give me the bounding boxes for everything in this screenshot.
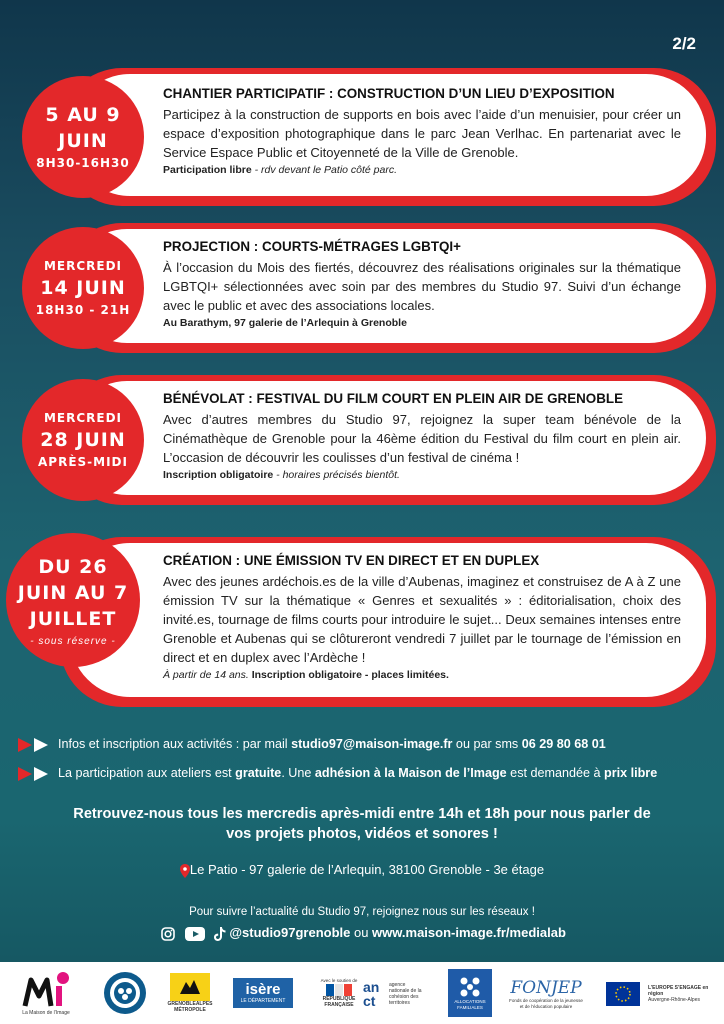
isere-logo	[232, 976, 294, 1010]
arrow-icon	[18, 738, 52, 752]
date-time: 18H30 - 21H	[35, 303, 131, 317]
event-description: À l’occasion du Mois des fiertés, découvrez des réalisations originales sur la thématique LGBTQI+ sélectionnées avec soin par des membres du Studio 97. Suivi d’un échange avec le public et avec des associations locales.	[163, 260, 681, 313]
caf-logo	[446, 968, 494, 1018]
info-text: ou par sms	[452, 737, 522, 751]
event-card	[0, 219, 724, 355]
website-link[interactable]: www.maison-image.fr/medialab	[372, 925, 566, 940]
event-date-badge	[6, 533, 140, 667]
youtube-icon[interactable]	[185, 927, 205, 941]
logo-caption	[125, 993, 126, 994]
event-text	[163, 239, 681, 329]
date-line: JUILLET	[29, 607, 117, 630]
marianne-flag-icon	[326, 984, 352, 996]
contact-email[interactable]: studio97@maison-image.fr	[291, 737, 453, 751]
info-free: gratuite	[235, 766, 282, 780]
region-title: L’EUROPE S’ENGAGE en région	[648, 985, 709, 997]
date-line: 14 JUIN	[40, 277, 126, 299]
republique-francaise-logo	[316, 966, 362, 1020]
metropole-logo	[166, 970, 214, 1016]
arrow-icon	[18, 767, 52, 781]
event-text	[163, 553, 681, 681]
fonjep-sub: Fonds de coopération de la jeunesse et de l’éducation populaire	[509, 998, 583, 1009]
event-card	[0, 371, 724, 507]
event-description: Avec des jeunes ardéchois.es de la ville d’Aubenas, imaginez et construisez de A à Z une émission TV sur la thématique « Genres et sexualités » : éditorialisation, choix des invité.es, tournage de films courts pour introduire le sujet... Deux semaines intenses entre Grenoble et Aubenas qui se clôtureront vendredi 7 juillet par le tournage de l’émission en direct et en duplex avec l’Ardèche !	[163, 574, 681, 665]
note-bold: Inscription obligatoire	[163, 469, 274, 481]
social-handle[interactable]: @studio97grenoble	[229, 925, 351, 940]
date-line: MERCREDI	[43, 259, 123, 273]
info-prix-libre: prix libre	[604, 766, 658, 780]
caf-family-icon	[458, 975, 482, 999]
address-text: Le Patio - 97 galerie de l’Arlequin, 38100 Grenoble - 3e étage	[189, 862, 545, 877]
info-text: . Une	[281, 766, 315, 780]
ville-grenoble-logo	[102, 970, 148, 1016]
date-line: DU 26	[38, 555, 108, 578]
event-text	[163, 391, 681, 481]
info-line-contact	[18, 737, 606, 752]
region-sub: Auvergne-Rhône-Alpes	[648, 997, 700, 1003]
fonjep-wordmark: FONJEP	[510, 978, 582, 998]
page-number: 2/2	[672, 34, 696, 53]
note-italic: - rdv devant le Patio côté parc.	[251, 164, 398, 176]
event-card	[0, 64, 724, 210]
event-title: BÉNÉVOLAT : FESTIVAL DU FILM COURT EN PLEIN AIR DE GRENOBLE	[163, 391, 624, 406]
isere-sub: LE DÉPARTEMENT	[240, 998, 286, 1004]
anct-logo	[362, 974, 426, 1014]
note-bold: Participation libre	[163, 164, 252, 176]
anct-sub: agence nationale de la cohésion des territoires	[389, 982, 422, 1006]
logo-caption: ALLOCATIONS FAMILIALES	[454, 999, 486, 1010]
fonjep-logo	[508, 972, 584, 1016]
event-note	[163, 469, 681, 481]
event-text	[163, 86, 681, 176]
date-line: JUIN AU 7	[17, 581, 129, 604]
event-note	[163, 164, 681, 176]
logo-caption: La Maison de l’Image	[22, 1010, 70, 1016]
headline	[0, 804, 724, 844]
date-note: - sous réserve -	[30, 635, 116, 647]
note-bold: Inscription obligatoire - places limitées.	[248, 669, 449, 681]
support-caption: Avec le soutien de	[320, 978, 358, 983]
social-links	[0, 925, 724, 941]
event-description: Avec d’autres membres du Studio 97, rejoignez la super team bénévole de la Cinémathèque de Grenoble pour la 46ème édition du Festival du film court en plein air. L’occasion de découvrir les coulisses d’un festival de cinéma !	[163, 412, 681, 465]
note-italic: - horaires précisés bientôt.	[273, 469, 400, 481]
europe-region-logo	[604, 974, 716, 1014]
event-note	[163, 669, 681, 681]
date-line: 5 AU 9	[45, 104, 121, 126]
isere-wordmark: isère	[245, 981, 281, 998]
event-description: Participez à la construction de supports en bois avec l’aide d’un menuisier, pour créer un espace d’exposition photographique dans le parc Jean Verlhac. En partenariat avec le Service Espace Public et Citoyenneté de la Ville de Grenoble.	[163, 107, 681, 160]
info-adhesion: adhésion à la Maison de l’Image	[314, 766, 507, 780]
event-title: CHANTIER PARTICIPATIF : CONSTRUCTION D’UN LIEU D’EXPOSITION	[163, 86, 615, 101]
event-note	[163, 317, 681, 329]
address	[0, 862, 724, 878]
follow-text: Pour suivre l’actualité du Studio 97, rejoignez nous sur les réseaux !	[189, 906, 535, 918]
event-date-badge	[22, 76, 144, 198]
event-title: CRÉATION : UNE ÉMISSION TV EN DIRECT ET EN DUPLEX	[163, 553, 540, 568]
anct-wordmark: an ct	[363, 979, 380, 1009]
location-pin-icon	[180, 864, 190, 878]
maison-image-logo	[14, 966, 78, 1020]
date-line: JUIN	[58, 130, 108, 152]
metropole-icon	[178, 978, 202, 996]
logo-caption: GRENOBLEALPES MÉTROPOLE	[167, 1001, 213, 1013]
event-date-badge	[22, 379, 144, 501]
headline-text: Retrouvez-nous tous les mercredis après-midi entre 14h et 18h pour nous parler de vos projets photos, vidéos et sonores !	[73, 806, 651, 842]
info-text: est demandée à	[506, 766, 605, 780]
date-line: 28 JUIN	[40, 429, 126, 451]
partner-logos	[0, 962, 724, 1024]
date-time: 8H30-16H30	[36, 156, 130, 170]
logo-caption: RÉPUBLIQUE FRANÇAISE	[322, 996, 356, 1008]
instagram-icon[interactable]	[161, 927, 175, 941]
info-line-pricing	[18, 766, 657, 781]
tiktok-icon[interactable]	[214, 927, 226, 941]
event-card	[0, 533, 724, 709]
note-italic: À partir de 14 ans.	[163, 669, 249, 681]
date-time: APRÈS-MIDI	[38, 455, 128, 469]
note-bold: Au Barathym, 97 galerie de l’Arlequin à Grenoble	[163, 317, 407, 329]
date-line: MERCREDI	[43, 411, 123, 425]
social-or: ou	[350, 925, 373, 940]
event-date-badge	[22, 227, 144, 349]
info-text: Infos et inscription aux activités : par mail	[58, 737, 292, 751]
event-title: PROJECTION : COURTS-MÉTRAGES LGBTQI+	[163, 239, 461, 254]
info-text: La participation aux ateliers est	[58, 766, 236, 780]
eu-flag-icon	[606, 982, 640, 1006]
mi-logo-icon	[21, 970, 71, 1010]
contact-phone[interactable]: 06 29 80 68 01	[521, 737, 606, 751]
